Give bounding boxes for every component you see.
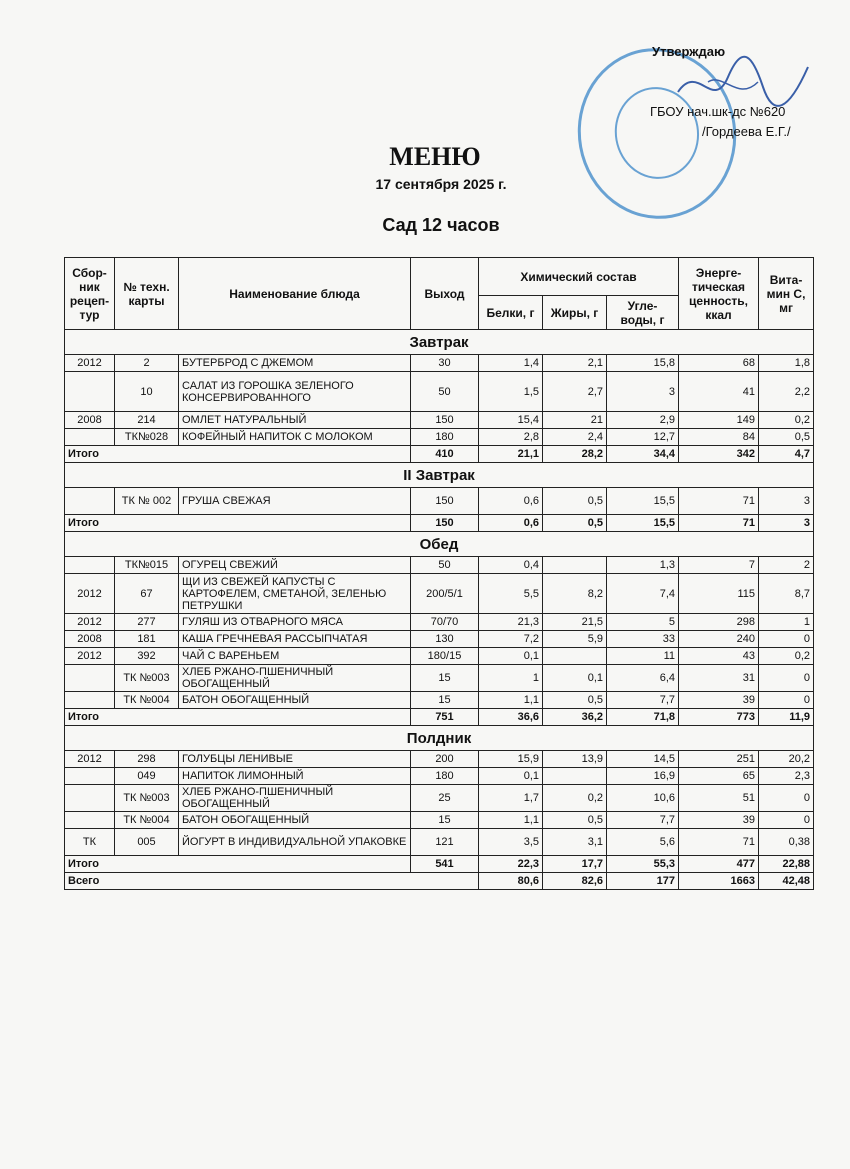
collection-cell xyxy=(65,488,115,515)
dish-name-cell: САЛАТ ИЗ ГОРОШКА ЗЕЛЕНОГО КОНСЕРВИРОВАННОГО xyxy=(179,372,411,412)
table-row xyxy=(65,812,814,829)
dish-name-cell: КАША ГРЕЧНЕВАЯ РАССЫПЧАТАЯ xyxy=(179,631,411,648)
menu-date: 17 сентября 2025 г. xyxy=(375,176,507,192)
carb-cell: 16,9 xyxy=(607,768,679,785)
table-row xyxy=(65,355,814,372)
protein-cell: 0,6 xyxy=(479,488,543,515)
carb-cell: 3 xyxy=(607,372,679,412)
protein-cell: 1,4 xyxy=(479,355,543,372)
energy-cell: 240 xyxy=(679,631,759,648)
vitamin-cell: 0,2 xyxy=(759,648,814,665)
total-energy: 342 xyxy=(679,446,759,463)
output-cell: 150 xyxy=(411,488,479,515)
protein-cell: 15,9 xyxy=(479,751,543,768)
grand-total-vitamin: 42,48 xyxy=(759,873,814,890)
fat-cell xyxy=(543,768,607,785)
page-title: МЕНЮ xyxy=(389,142,481,171)
energy-cell: 39 xyxy=(679,692,759,709)
fat-cell: 21 xyxy=(543,412,607,429)
header-collection: Сбор-ник рецеп-тур xyxy=(65,258,115,330)
dish-name-cell: ОМЛЕТ НАТУРАЛЬНЫЙ xyxy=(179,412,411,429)
total-label: Итого xyxy=(65,515,411,532)
grand-total-carb: 177 xyxy=(607,873,679,890)
section-row xyxy=(65,463,814,488)
section-title: Обед xyxy=(65,532,814,557)
carb-cell: 12,7 xyxy=(607,429,679,446)
card-cell: ТК №004 xyxy=(115,812,179,829)
energy-cell: 298 xyxy=(679,614,759,631)
carb-cell: 2,9 xyxy=(607,412,679,429)
total-output: 150 xyxy=(411,515,479,532)
total-output: 751 xyxy=(411,709,479,726)
fat-cell: 21,5 xyxy=(543,614,607,631)
card-cell: ТК №003 xyxy=(115,665,179,692)
fat-cell: 2,7 xyxy=(543,372,607,412)
dish-name-cell: ОГУРЕЦ СВЕЖИЙ xyxy=(179,557,411,574)
header-card: № техн. карты xyxy=(115,258,179,330)
vitamin-cell: 0 xyxy=(759,631,814,648)
table-row xyxy=(65,631,814,648)
energy-cell: 251 xyxy=(679,751,759,768)
output-cell: 200/5/1 xyxy=(411,574,479,614)
output-cell: 180 xyxy=(411,429,479,446)
grand-total-fat: 82,6 xyxy=(543,873,607,890)
energy-cell: 43 xyxy=(679,648,759,665)
grand-total-label: Всего xyxy=(65,873,479,890)
vitamin-cell: 1,8 xyxy=(759,355,814,372)
vitamin-cell: 3 xyxy=(759,488,814,515)
collection-cell xyxy=(65,372,115,412)
total-row xyxy=(65,446,814,463)
header-fat: Жиры, г xyxy=(543,296,607,330)
table-row xyxy=(65,692,814,709)
card-cell: ТК №003 xyxy=(115,785,179,812)
protein-cell: 15,4 xyxy=(479,412,543,429)
carb-cell: 1,3 xyxy=(607,557,679,574)
total-energy: 71 xyxy=(679,515,759,532)
dish-name-cell: КОФЕЙНЫЙ НАПИТОК С МОЛОКОМ xyxy=(179,429,411,446)
card-cell: ТК№015 xyxy=(115,557,179,574)
protein-cell: 1,5 xyxy=(479,372,543,412)
fat-cell xyxy=(543,648,607,665)
header-energy: Энерге-тическая ценность, ккал xyxy=(679,258,759,330)
collection-cell xyxy=(65,785,115,812)
output-cell: 180 xyxy=(411,768,479,785)
output-cell: 15 xyxy=(411,812,479,829)
energy-cell: 51 xyxy=(679,785,759,812)
fat-cell: 0,5 xyxy=(543,692,607,709)
dish-name-cell: ЙОГУРТ В ИНДИВИДУАЛЬНОЙ УПАКОВКЕ xyxy=(179,829,411,856)
energy-cell: 84 xyxy=(679,429,759,446)
output-cell: 130 xyxy=(411,631,479,648)
total-protein: 22,3 xyxy=(479,856,543,873)
dish-name-cell: НАПИТОК ЛИМОННЫЙ xyxy=(179,768,411,785)
dish-name-cell: БАТОН ОБОГАЩЕННЫЙ xyxy=(179,812,411,829)
carb-cell: 5 xyxy=(607,614,679,631)
total-energy: 477 xyxy=(679,856,759,873)
carb-cell: 10,6 xyxy=(607,785,679,812)
collection-cell: 2012 xyxy=(65,614,115,631)
fat-cell: 5,9 xyxy=(543,631,607,648)
collection-cell: 2012 xyxy=(65,574,115,614)
fat-cell xyxy=(543,557,607,574)
card-cell: ТК №004 xyxy=(115,692,179,709)
vitamin-cell: 2,2 xyxy=(759,372,814,412)
vitamin-cell: 2,3 xyxy=(759,768,814,785)
header-carb: Угле-воды, г xyxy=(607,296,679,330)
fat-cell: 2,1 xyxy=(543,355,607,372)
total-fat: 0,5 xyxy=(543,515,607,532)
dish-name-cell: ГРУША СВЕЖАЯ xyxy=(179,488,411,515)
fat-cell: 0,2 xyxy=(543,785,607,812)
table-row xyxy=(65,614,814,631)
collection-cell: 2008 xyxy=(65,631,115,648)
collection-cell: 2012 xyxy=(65,751,115,768)
collection-cell xyxy=(65,665,115,692)
dish-name-cell: ХЛЕБ РЖАНО-ПШЕНИЧНЫЙ ОБОГАЩЕННЫЙ xyxy=(179,785,411,812)
fat-cell: 2,4 xyxy=(543,429,607,446)
table-row xyxy=(65,768,814,785)
output-cell: 200 xyxy=(411,751,479,768)
output-cell: 50 xyxy=(411,372,479,412)
collection-cell: 2008 xyxy=(65,412,115,429)
vitamin-cell: 0 xyxy=(759,665,814,692)
collection-cell xyxy=(65,692,115,709)
carb-cell: 5,6 xyxy=(607,829,679,856)
collection-cell: ТК xyxy=(65,829,115,856)
collection-cell xyxy=(65,429,115,446)
approval-block xyxy=(640,44,830,140)
protein-cell: 7,2 xyxy=(479,631,543,648)
total-carb: 71,8 xyxy=(607,709,679,726)
output-cell: 50 xyxy=(411,557,479,574)
protein-cell: 21,3 xyxy=(479,614,543,631)
total-row xyxy=(65,856,814,873)
output-cell: 30 xyxy=(411,355,479,372)
dish-name-cell: БУТЕРБРОД С ДЖЕМОМ xyxy=(179,355,411,372)
protein-cell: 0,1 xyxy=(479,648,543,665)
energy-cell: 7 xyxy=(679,557,759,574)
grand-total-protein: 80,6 xyxy=(479,873,543,890)
output-cell: 15 xyxy=(411,692,479,709)
protein-cell: 0,1 xyxy=(479,768,543,785)
total-carb: 34,4 xyxy=(607,446,679,463)
energy-cell: 115 xyxy=(679,574,759,614)
dish-name-cell: ЧАЙ С ВАРЕНЬЕМ xyxy=(179,648,411,665)
menu-table xyxy=(64,257,814,890)
dish-name-cell: ГОЛУБЦЫ ЛЕНИВЫЕ xyxy=(179,751,411,768)
total-row xyxy=(65,709,814,726)
total-protein: 0,6 xyxy=(479,515,543,532)
table-row xyxy=(65,412,814,429)
section-title: Завтрак xyxy=(65,330,814,355)
dish-name-cell: ГУЛЯШ ИЗ ОТВАРНОГО МЯСА xyxy=(179,614,411,631)
total-output: 410 xyxy=(411,446,479,463)
fat-cell: 13,9 xyxy=(543,751,607,768)
total-fat: 28,2 xyxy=(543,446,607,463)
collection-cell: 2012 xyxy=(65,648,115,665)
carb-cell: 6,4 xyxy=(607,665,679,692)
carb-cell: 7,7 xyxy=(607,692,679,709)
card-cell: 049 xyxy=(115,768,179,785)
total-protein: 36,6 xyxy=(479,709,543,726)
output-cell: 121 xyxy=(411,829,479,856)
menu-subtitle: Сад 12 часов xyxy=(382,215,500,235)
protein-cell: 0,4 xyxy=(479,557,543,574)
grand-total-row xyxy=(65,873,814,890)
energy-cell: 31 xyxy=(679,665,759,692)
table-row xyxy=(65,372,814,412)
carb-cell: 15,5 xyxy=(607,488,679,515)
total-carb: 15,5 xyxy=(607,515,679,532)
header-chem: Химический состав xyxy=(479,258,679,296)
protein-cell: 1,1 xyxy=(479,692,543,709)
carb-cell: 33 xyxy=(607,631,679,648)
output-cell: 150 xyxy=(411,412,479,429)
total-protein: 21,1 xyxy=(479,446,543,463)
table-row xyxy=(65,557,814,574)
section-title: II Завтрак xyxy=(65,463,814,488)
table-row xyxy=(65,665,814,692)
total-label: Итого xyxy=(65,709,411,726)
header-vitamin: Вита-мин С, мг xyxy=(759,258,814,330)
protein-cell: 1 xyxy=(479,665,543,692)
card-cell: 10 xyxy=(115,372,179,412)
energy-cell: 71 xyxy=(679,488,759,515)
card-cell: 298 xyxy=(115,751,179,768)
card-cell: 005 xyxy=(115,829,179,856)
table-row xyxy=(65,751,814,768)
fat-cell: 8,2 xyxy=(543,574,607,614)
fat-cell: 0,5 xyxy=(543,488,607,515)
total-output: 541 xyxy=(411,856,479,873)
total-vitamin: 22,88 xyxy=(759,856,814,873)
output-cell: 180/15 xyxy=(411,648,479,665)
dish-name-cell: ЩИ ИЗ СВЕЖЕЙ КАПУСТЫ С КАРТОФЕЛЕМ, СМЕТАНОЙ, ЗЕЛЕНЬЮ ПЕТРУШКИ xyxy=(179,574,411,614)
card-cell: ТК № 002 xyxy=(115,488,179,515)
header-protein: Белки, г xyxy=(479,296,543,330)
output-cell: 15 xyxy=(411,665,479,692)
protein-cell: 1,1 xyxy=(479,812,543,829)
carb-cell: 7,7 xyxy=(607,812,679,829)
total-vitamin: 11,9 xyxy=(759,709,814,726)
vitamin-cell: 20,2 xyxy=(759,751,814,768)
total-row xyxy=(65,515,814,532)
total-label: Итого xyxy=(65,856,411,873)
table-row xyxy=(65,574,814,614)
vitamin-cell: 1 xyxy=(759,614,814,631)
dish-name-cell: ХЛЕБ РЖАНО-ПШЕНИЧНЫЙ ОБОГАЩЕННЫЙ xyxy=(179,665,411,692)
total-energy: 773 xyxy=(679,709,759,726)
dish-name-cell: БАТОН ОБОГАЩЕННЫЙ xyxy=(179,692,411,709)
energy-cell: 149 xyxy=(679,412,759,429)
card-cell: 181 xyxy=(115,631,179,648)
vitamin-cell: 0 xyxy=(759,692,814,709)
energy-cell: 65 xyxy=(679,768,759,785)
vitamin-cell: 0,38 xyxy=(759,829,814,856)
energy-cell: 41 xyxy=(679,372,759,412)
protein-cell: 5,5 xyxy=(479,574,543,614)
table-row xyxy=(65,648,814,665)
collection-cell xyxy=(65,812,115,829)
approval-person: /Гордеева Е.Г./ xyxy=(702,124,791,139)
card-cell: ТК№028 xyxy=(115,429,179,446)
vitamin-cell: 0 xyxy=(759,812,814,829)
card-cell: 277 xyxy=(115,614,179,631)
vitamin-cell: 0,5 xyxy=(759,429,814,446)
card-cell: 214 xyxy=(115,412,179,429)
fat-cell: 0,1 xyxy=(543,665,607,692)
section-row xyxy=(65,330,814,355)
fat-cell: 0,5 xyxy=(543,812,607,829)
section-row xyxy=(65,726,814,751)
vitamin-cell: 8,7 xyxy=(759,574,814,614)
vitamin-cell: 0,2 xyxy=(759,412,814,429)
protein-cell: 2,8 xyxy=(479,429,543,446)
protein-cell: 3,5 xyxy=(479,829,543,856)
output-cell: 70/70 xyxy=(411,614,479,631)
card-cell: 392 xyxy=(115,648,179,665)
table-row xyxy=(65,785,814,812)
header-output: Выход xyxy=(411,258,479,330)
total-vitamin: 3 xyxy=(759,515,814,532)
table-row xyxy=(65,488,814,515)
energy-cell: 39 xyxy=(679,812,759,829)
vitamin-cell: 0 xyxy=(759,785,814,812)
table-row xyxy=(65,829,814,856)
carb-cell: 11 xyxy=(607,648,679,665)
output-cell: 25 xyxy=(411,785,479,812)
card-cell: 2 xyxy=(115,355,179,372)
energy-cell: 68 xyxy=(679,355,759,372)
card-cell: 67 xyxy=(115,574,179,614)
energy-cell: 71 xyxy=(679,829,759,856)
total-vitamin: 4,7 xyxy=(759,446,814,463)
carb-cell: 14,5 xyxy=(607,751,679,768)
total-label: Итого xyxy=(65,446,411,463)
approval-label: Утверждаю xyxy=(652,44,726,59)
carb-cell: 7,4 xyxy=(607,574,679,614)
total-carb: 55,3 xyxy=(607,856,679,873)
approval-org: ГБОУ нач.шк-дс №620 xyxy=(650,104,786,119)
collection-cell: 2012 xyxy=(65,355,115,372)
protein-cell: 1,7 xyxy=(479,785,543,812)
total-fat: 17,7 xyxy=(543,856,607,873)
header-dish: Наименование блюда xyxy=(179,258,411,330)
fat-cell: 3,1 xyxy=(543,829,607,856)
grand-total-energy: 1663 xyxy=(679,873,759,890)
section-row xyxy=(65,532,814,557)
total-fat: 36,2 xyxy=(543,709,607,726)
collection-cell xyxy=(65,768,115,785)
collection-cell xyxy=(65,557,115,574)
vitamin-cell: 2 xyxy=(759,557,814,574)
carb-cell: 15,8 xyxy=(607,355,679,372)
section-title: Полдник xyxy=(65,726,814,751)
table-row xyxy=(65,429,814,446)
